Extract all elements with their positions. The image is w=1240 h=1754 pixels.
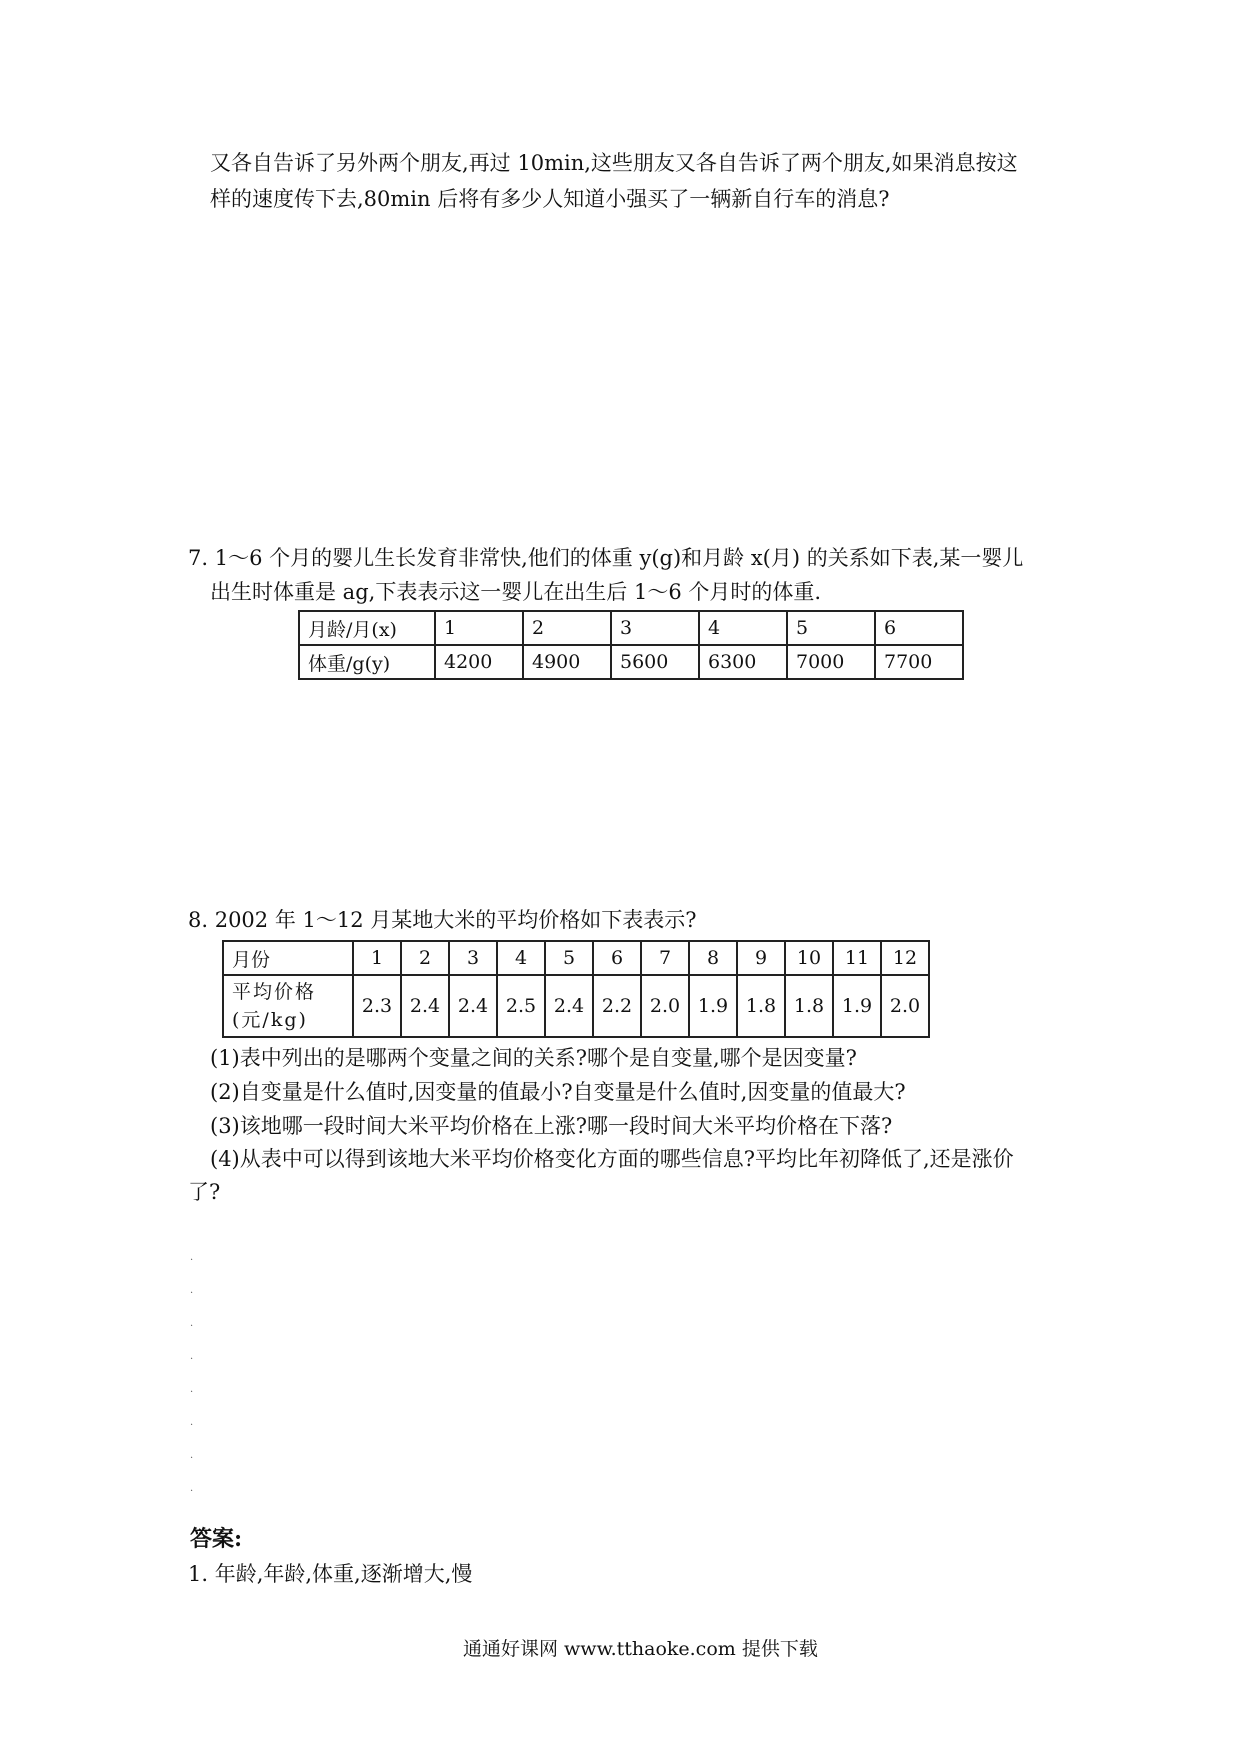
table-cell: 1.8 <box>737 975 785 1037</box>
table-cell: 1 <box>435 611 523 645</box>
table-cell: 6 <box>593 941 641 975</box>
q8-sub-question-2: (2)自变量是什么值时,因变量的值最小?自变量是什么值时,因变量的值最大? <box>210 1080 906 1104</box>
table-row <box>299 611 963 645</box>
table-cell: 4 <box>497 941 545 975</box>
table-cell: 11 <box>833 941 881 975</box>
table-cell: 4900 <box>523 645 611 679</box>
stray-dot: · <box>190 1288 194 1299</box>
table-cell: 4200 <box>435 645 523 679</box>
table-cell: 5600 <box>611 645 699 679</box>
table-cell: 1.8 <box>785 975 833 1037</box>
q8-sub-question-3: (3)该地哪一段时间大米平均价格在上涨?哪一段时间大米平均价格在下落? <box>210 1114 893 1138</box>
table-cell: 3 <box>611 611 699 645</box>
table-cell: 2 <box>523 611 611 645</box>
table-cell: 1.9 <box>833 975 881 1037</box>
table-cell: 6 <box>875 611 963 645</box>
table-row <box>223 975 929 1037</box>
table-cell: 2.0 <box>881 975 929 1037</box>
table-cell: 2.2 <box>593 975 641 1037</box>
intro-line-2: 样的速度传下去,80min 后将有多少人知道小强买了一辆新自行车的消息? <box>210 187 890 211</box>
answers-title: 答案: <box>190 1526 243 1552</box>
intro-line-1: 又各自告诉了另外两个朋友,再过 10min,这些朋友又各自告诉了两个朋友,如果消息按这 <box>210 151 1018 175</box>
stray-dot: · <box>190 1354 194 1365</box>
stray-dot: · <box>190 1321 194 1332</box>
stray-dot: · <box>190 1387 194 1398</box>
q8-sub-question-4: (4)从表中可以得到该地大米平均价格变化方面的哪些信息?平均比年初降低了,还是涨价 <box>210 1147 1014 1171</box>
table-cell: 1.9 <box>689 975 737 1037</box>
table-cell: 3 <box>449 941 497 975</box>
page-footer: 通通好课网 www.tthaoke.com 提供下载 <box>463 1638 818 1660</box>
table-row <box>223 941 929 975</box>
table-cell: 7 <box>641 941 689 975</box>
table-cell: 12 <box>881 941 929 975</box>
table-cell: 8 <box>689 941 737 975</box>
table-cell: 2.4 <box>449 975 497 1037</box>
table-row <box>299 645 963 679</box>
stray-dot: · <box>190 1420 194 1431</box>
stray-dot: · <box>190 1453 194 1464</box>
stray-dot: · <box>190 1255 194 1266</box>
table-header-cell: 月龄/月(x) <box>299 611 435 645</box>
table-cell: 6300 <box>699 645 787 679</box>
q8-price-table <box>222 940 930 1038</box>
q7-line-2: 出生时体重是 ag,下表表示这一婴儿在出生后 1～6 个月时的体重. <box>210 580 822 604</box>
answer-1: 1. 年龄,年龄,体重,逐渐增大,慢 <box>188 1562 473 1586</box>
table-cell: 2.5 <box>497 975 545 1037</box>
table-cell: 5 <box>787 611 875 645</box>
q7-line-1: 7. 1～6 个月的婴儿生长发育非常快,他们的体重 y(g)和月龄 x(月) 的关系如下表,某一婴儿 <box>188 546 1024 570</box>
table-cell: 7700 <box>875 645 963 679</box>
q7-weight-table <box>298 610 964 680</box>
table-header-cell: 月份 <box>223 941 353 975</box>
table-cell: 1 <box>353 941 401 975</box>
q8-line-1: 8. 2002 年 1～12 月某地大米的平均价格如下表表示? <box>188 908 697 932</box>
price-header-unit: (元/kg) <box>232 1009 308 1031</box>
table-cell: 5 <box>545 941 593 975</box>
table-cell: 10 <box>785 941 833 975</box>
table-cell: 4 <box>699 611 787 645</box>
q8-sub-question-4-cont: 了? <box>188 1180 221 1204</box>
table-cell: 9 <box>737 941 785 975</box>
table-header-cell: 体重/g(y) <box>299 645 435 679</box>
table-cell: 2.0 <box>641 975 689 1037</box>
table-cell: 2 <box>401 941 449 975</box>
q8-sub-question-1: (1)表中列出的是哪两个变量之间的关系?哪个是自变量,哪个是因变量? <box>210 1046 857 1070</box>
price-header-label: 平均价格 <box>232 981 317 1003</box>
table-cell: 2.3 <box>353 975 401 1037</box>
table-cell: 2.4 <box>545 975 593 1037</box>
stray-dot: · <box>190 1486 194 1497</box>
table-cell: 7000 <box>787 645 875 679</box>
table-header-cell <box>223 975 353 1037</box>
table-cell: 2.4 <box>401 975 449 1037</box>
